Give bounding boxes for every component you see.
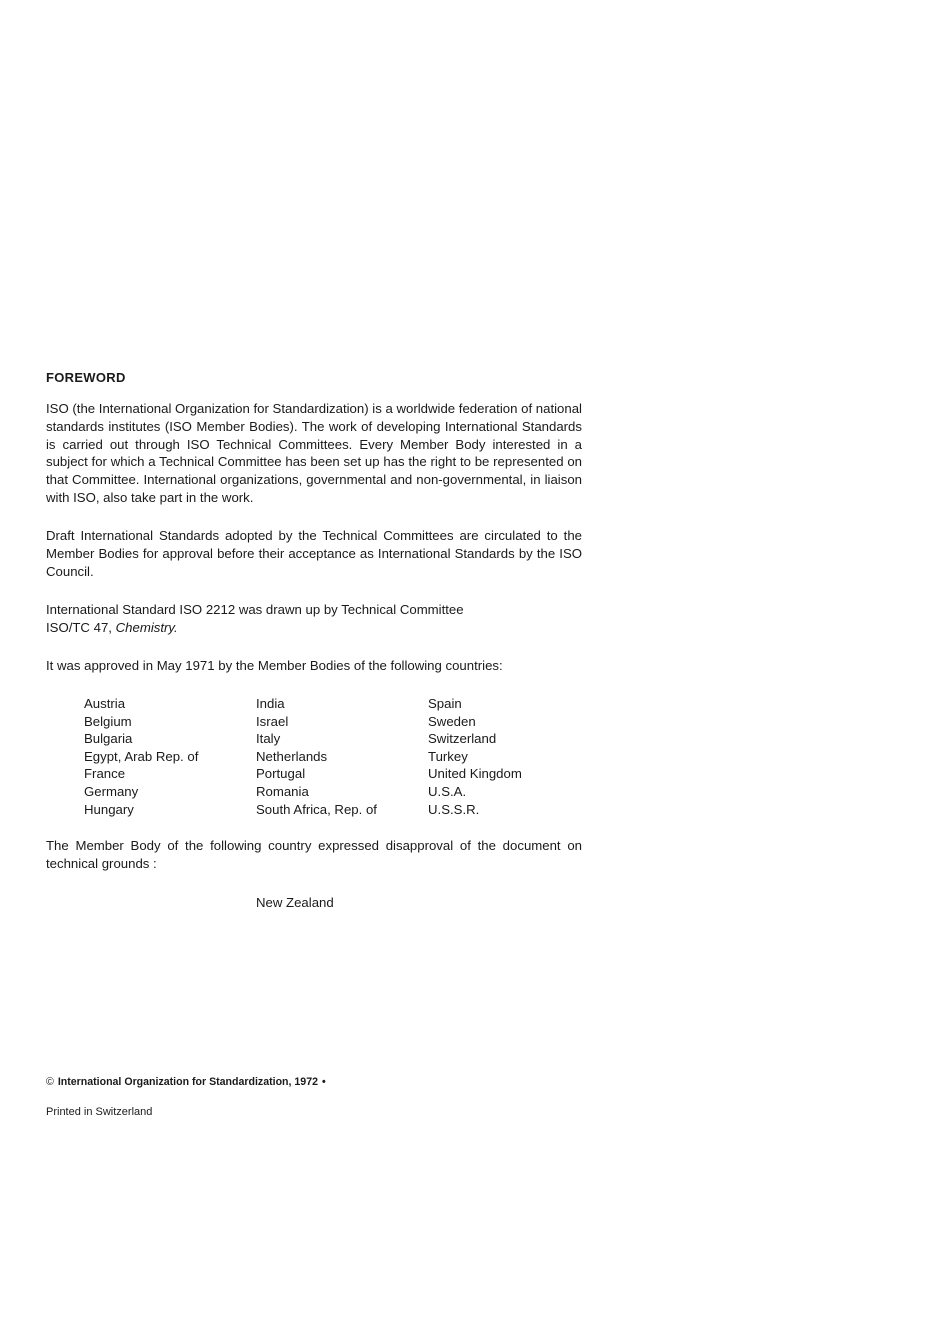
copyright-text: International Organization for Standardization, 1972 [57,1076,318,1088]
foreword-paragraph-approval: It was approved in May 1971 by the Member Bodies of the following countries: [46,658,503,673]
country-item: Spain [428,696,462,711]
country-item: Israel [256,713,289,729]
country-item: South Africa, Rep. of [256,801,377,817]
country-item: Hungary [84,801,134,817]
copyright-symbol: © [46,1076,54,1088]
country-item: Italy [256,731,281,747]
disapproving-country: New Zealand [256,895,334,910]
country-item: Belgium [84,713,132,729]
foreword-paragraph-disapproval: The Member Body of the following country expressed disapproval of the document on technical grounds : [46,838,582,871]
country-item: Portugal [256,766,306,782]
approving-countries-column-3 [428,695,522,818]
copyright-notice [46,1076,326,1088]
country-item: Austria [84,696,126,711]
tc-statement: International Standard ISO 2212 was drawn up by Technical Committee [46,602,464,617]
foreword-paragraph-technical-committee [46,601,582,637]
country-item: Turkey [428,748,468,764]
tc-number: ISO/TC 47, [46,619,112,635]
country-item: India [256,696,285,711]
approving-countries-column-2 [256,695,377,818]
copyright-bullet: • [322,1076,326,1088]
country-item: U.S.S.R. [428,801,480,817]
country-item: Switzerland [428,731,497,747]
country-item: Sweden [428,713,476,729]
country-item: Egypt, Arab Rep. of [84,748,199,764]
country-item: United Kingdom [428,766,522,782]
printed-location: Printed in Switzerland [46,1106,153,1118]
foreword-paragraph-iso-intro: ISO (the International Organization for Standardization) is a worldwide federation of national standards institutes (ISO Member Bodies). The work of developing International Standards is carried out through ISO Technical Committees. Every Member Body interested in a subject for which a Technical Committee has been set up has the right to be represented on that Committee. International organizations, governmental and non-governmental, in liaison with ISO, also take part in the work. [46,401,582,505]
foreword-heading: FOREWORD [46,370,126,385]
country-item: Germany [84,783,139,799]
country-item: Romania [256,783,309,799]
country-item: Bulgaria [84,731,133,747]
foreword-paragraph-draft-standards: Draft International Standards adopted by the Technical Committees are circulated to the Member Bodies for approval before their acceptance as International Standards by the ISO Council. [46,528,582,579]
country-item: France [84,766,126,782]
country-item: U.S.A. [428,783,467,799]
tc-committee-name: Chemistry. [115,619,178,635]
country-item: Netherlands [256,748,328,764]
approving-countries-column-1 [84,695,198,818]
